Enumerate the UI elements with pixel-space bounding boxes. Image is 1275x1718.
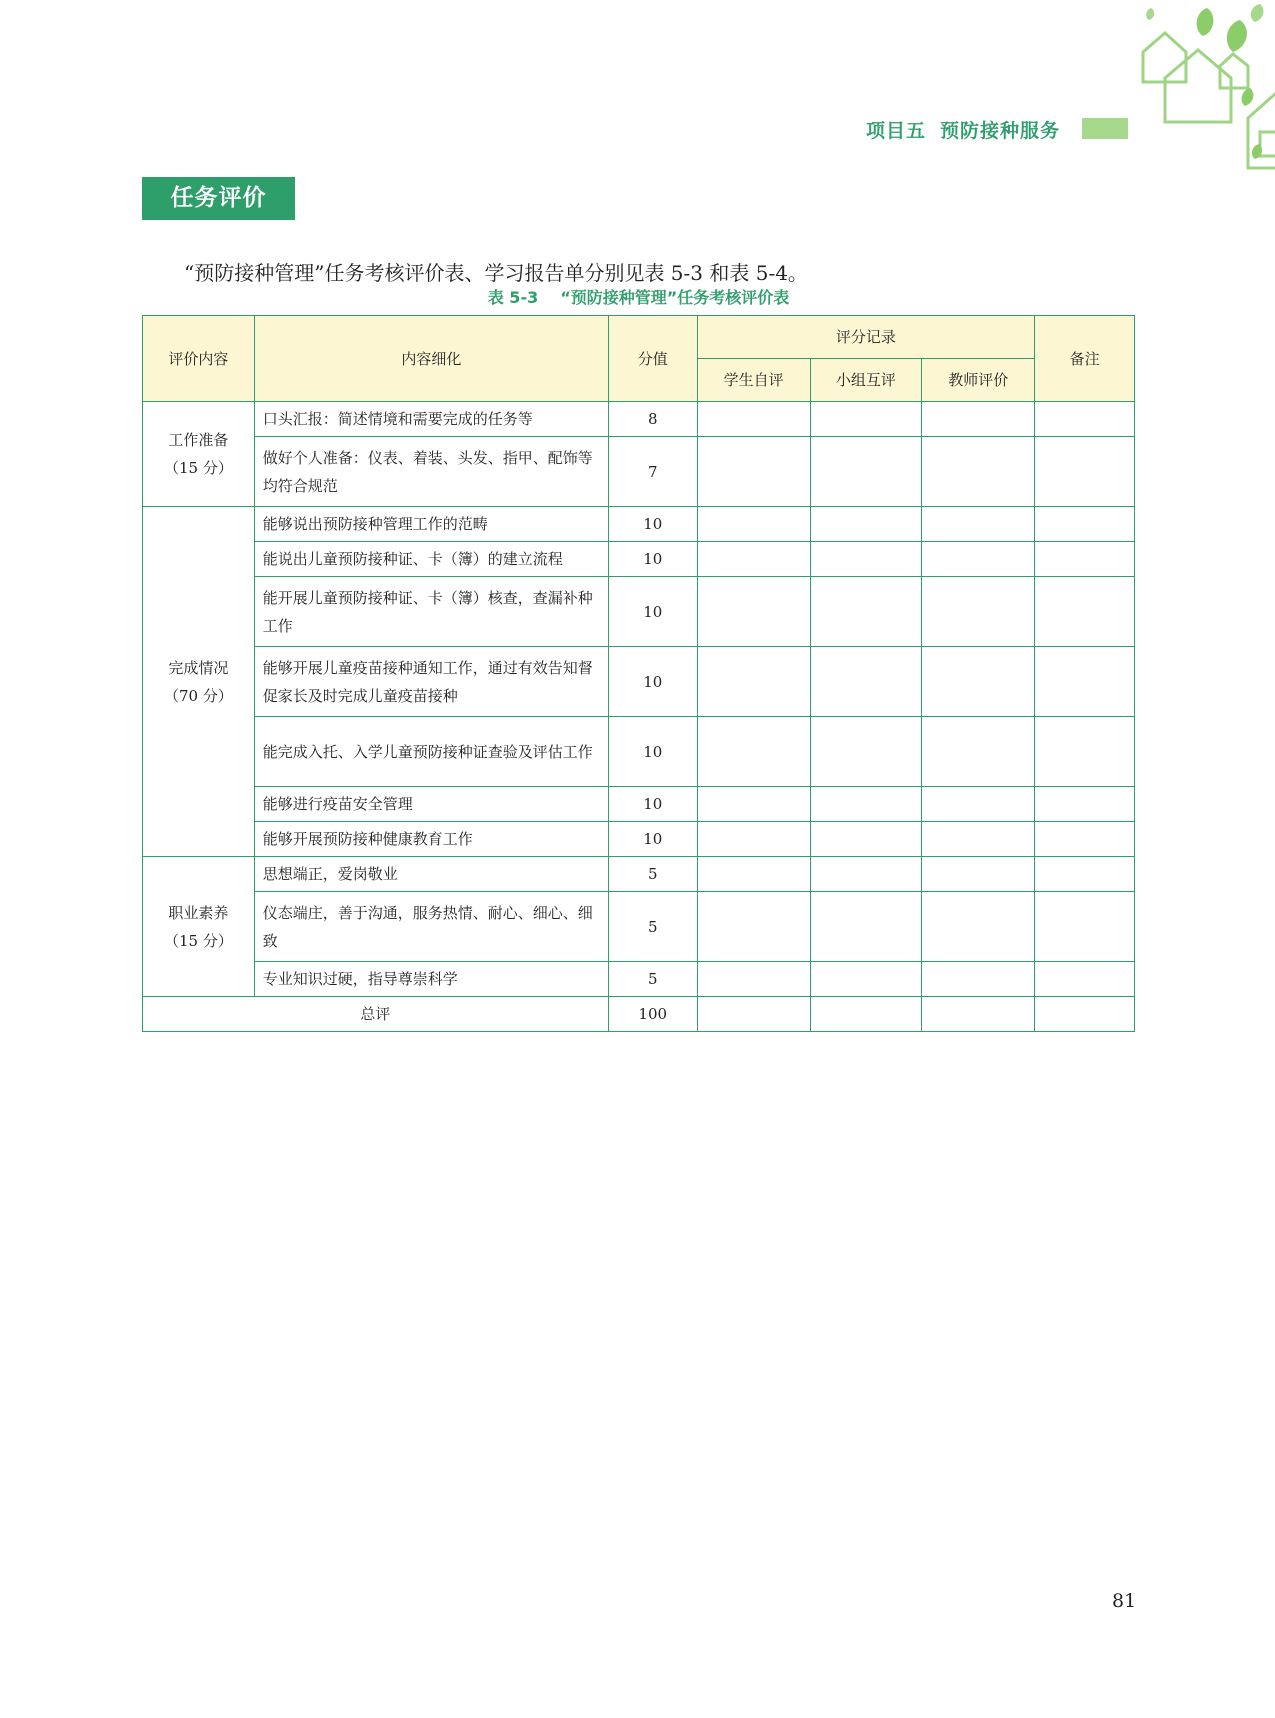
table-caption-number: 表 5-3 bbox=[487, 288, 539, 307]
detail-cell: 能够进行疫苗安全管理 bbox=[254, 787, 608, 822]
section-title-banner: 任务评价 bbox=[142, 177, 295, 220]
score-cell: 5 bbox=[608, 892, 697, 962]
intro-paragraph: “预防接种管理”任务考核评价表、学习报告单分别见表 5-3 和表 5-4。 bbox=[184, 261, 808, 285]
note-cell bbox=[1035, 962, 1135, 997]
teacher-eval-cell bbox=[922, 507, 1035, 542]
detail-cell: 能完成入托、入学儿童预防接种证查验及评估工作 bbox=[254, 717, 608, 787]
note-cell bbox=[1035, 542, 1135, 577]
chapter-project: 项目五 bbox=[866, 120, 927, 142]
table-row bbox=[143, 647, 1135, 717]
total-label: 总评 bbox=[143, 997, 609, 1032]
self-eval-cell bbox=[697, 647, 810, 717]
note-cell bbox=[1035, 892, 1135, 962]
score-cell: 8 bbox=[608, 402, 697, 437]
self-eval-cell bbox=[697, 857, 810, 892]
detail-cell: 专业知识过硬，指导尊崇科学 bbox=[254, 962, 608, 997]
category-cell bbox=[143, 857, 255, 997]
table-total-row bbox=[143, 997, 1135, 1032]
score-cell: 5 bbox=[608, 962, 697, 997]
teacher-eval-cell bbox=[922, 402, 1035, 437]
header-teacher-eval: 教师评价 bbox=[922, 359, 1035, 402]
group-eval-cell bbox=[810, 542, 922, 577]
note-cell bbox=[1035, 577, 1135, 647]
leaf-icon bbox=[1242, 88, 1254, 106]
self-eval-cell bbox=[697, 402, 810, 437]
evaluation-table bbox=[142, 315, 1135, 1032]
score-cell: 10 bbox=[608, 507, 697, 542]
note-cell bbox=[1035, 507, 1135, 542]
table-caption-title: “预防接种管理”任务考核评价表 bbox=[560, 288, 790, 307]
note-cell bbox=[1035, 717, 1135, 787]
header-detail: 内容细化 bbox=[254, 316, 608, 402]
chapter-header bbox=[866, 116, 1060, 143]
note-cell bbox=[1035, 857, 1135, 892]
group-eval-cell bbox=[810, 647, 922, 717]
note-cell bbox=[1035, 997, 1135, 1032]
category-name: 完成情况 bbox=[168, 658, 229, 677]
self-eval-cell bbox=[697, 717, 810, 787]
leaf-icon bbox=[1146, 8, 1154, 20]
header-group-eval: 小组互评 bbox=[810, 359, 922, 402]
group-eval-cell bbox=[810, 892, 922, 962]
house-icon bbox=[1143, 33, 1186, 82]
detail-cell: 能够说出预防接种管理工作的范畴 bbox=[254, 507, 608, 542]
category-name: 职业素养 bbox=[168, 903, 229, 922]
header-note: 备注 bbox=[1035, 316, 1135, 402]
table-row bbox=[143, 437, 1135, 507]
category-cell bbox=[143, 402, 255, 507]
self-eval-cell bbox=[697, 892, 810, 962]
group-eval-cell bbox=[810, 822, 922, 857]
category-score: （15 分） bbox=[163, 931, 233, 950]
page-number: 81 bbox=[1112, 1590, 1137, 1612]
header-self-eval: 学生自评 bbox=[697, 359, 810, 402]
header-score: 分值 bbox=[608, 316, 697, 402]
table-row bbox=[143, 962, 1135, 997]
note-cell bbox=[1035, 402, 1135, 437]
detail-cell: 做好个人准备：仪表、着装、头发、指甲、配饰等均符合规范 bbox=[254, 437, 608, 507]
table-row bbox=[143, 507, 1135, 542]
group-eval-cell bbox=[810, 717, 922, 787]
detail-cell: 思想端正，爱岗敬业 bbox=[254, 857, 608, 892]
note-cell bbox=[1035, 787, 1135, 822]
leaf-icon bbox=[1197, 8, 1214, 36]
header-category: 评价内容 bbox=[143, 316, 255, 402]
group-eval-cell bbox=[810, 402, 922, 437]
score-cell: 5 bbox=[608, 857, 697, 892]
teacher-eval-cell bbox=[922, 647, 1035, 717]
teacher-eval-cell bbox=[922, 577, 1035, 647]
self-eval-cell bbox=[697, 962, 810, 997]
self-eval-cell bbox=[697, 787, 810, 822]
score-cell: 10 bbox=[608, 647, 697, 717]
teacher-eval-cell bbox=[922, 997, 1035, 1032]
score-cell: 10 bbox=[608, 822, 697, 857]
group-eval-cell bbox=[810, 997, 922, 1032]
group-eval-cell bbox=[810, 437, 922, 507]
note-cell bbox=[1035, 437, 1135, 507]
table-row bbox=[143, 822, 1135, 857]
note-cell bbox=[1035, 647, 1135, 717]
self-eval-cell bbox=[697, 997, 810, 1032]
score-cell: 7 bbox=[608, 437, 697, 507]
teacher-eval-cell bbox=[922, 542, 1035, 577]
category-score: （70 分） bbox=[163, 686, 233, 705]
teacher-eval-cell bbox=[922, 437, 1035, 507]
detail-cell: 能够开展预防接种健康教育工作 bbox=[254, 822, 608, 857]
teacher-eval-cell bbox=[922, 717, 1035, 787]
self-eval-cell bbox=[697, 577, 810, 647]
group-eval-cell bbox=[810, 507, 922, 542]
teacher-eval-cell bbox=[922, 962, 1035, 997]
teacher-eval-cell bbox=[922, 822, 1035, 857]
table-row bbox=[143, 717, 1135, 787]
score-cell: 10 bbox=[608, 542, 697, 577]
table-row bbox=[143, 892, 1135, 962]
self-eval-cell bbox=[697, 437, 810, 507]
detail-cell: 口头汇报：简述情境和需要完成的任务等 bbox=[254, 402, 608, 437]
detail-cell: 能够开展儿童疫苗接种通知工作，通过有效告知督促家长及时完成儿童疫苗接种 bbox=[254, 647, 608, 717]
leaf-icon bbox=[1227, 20, 1247, 52]
note-cell bbox=[1035, 822, 1135, 857]
total-score: 100 bbox=[608, 997, 697, 1032]
category-score: （15 分） bbox=[163, 459, 233, 477]
detail-cell: 能开展儿童预防接种证、卡（簿）核查，查漏补种工作 bbox=[254, 577, 608, 647]
group-eval-cell bbox=[810, 962, 922, 997]
teacher-eval-cell bbox=[922, 787, 1035, 822]
teacher-eval-cell bbox=[922, 892, 1035, 962]
chapter-header-block bbox=[1082, 118, 1128, 139]
header-score-record: 评分记录 bbox=[697, 316, 1035, 359]
self-eval-cell bbox=[697, 507, 810, 542]
house-window bbox=[1260, 132, 1275, 156]
detail-cell: 仪态端庄，善于沟通，服务热情、耐心、细心、细致 bbox=[254, 892, 608, 962]
group-eval-cell bbox=[810, 787, 922, 822]
self-eval-cell bbox=[697, 822, 810, 857]
group-eval-cell bbox=[810, 857, 922, 892]
detail-cell: 能说出儿童预防接种证、卡（簿）的建立流程 bbox=[254, 542, 608, 577]
score-cell: 10 bbox=[608, 577, 697, 647]
table-row bbox=[143, 577, 1135, 647]
table-row bbox=[143, 542, 1135, 577]
teacher-eval-cell bbox=[922, 857, 1035, 892]
category-name: 工作准备 bbox=[168, 431, 229, 449]
table-row bbox=[143, 402, 1135, 437]
table-row bbox=[143, 787, 1135, 822]
self-eval-cell bbox=[697, 542, 810, 577]
group-eval-cell bbox=[810, 577, 922, 647]
chapter-title: 预防接种服务 bbox=[940, 120, 1061, 142]
table-caption bbox=[142, 285, 1135, 308]
score-cell: 10 bbox=[608, 787, 697, 822]
score-cell: 10 bbox=[608, 717, 697, 787]
decorative-houses-leaves bbox=[1045, 0, 1275, 175]
leaf-icon bbox=[1251, 4, 1264, 22]
table-row bbox=[143, 857, 1135, 892]
category-cell bbox=[143, 507, 255, 857]
